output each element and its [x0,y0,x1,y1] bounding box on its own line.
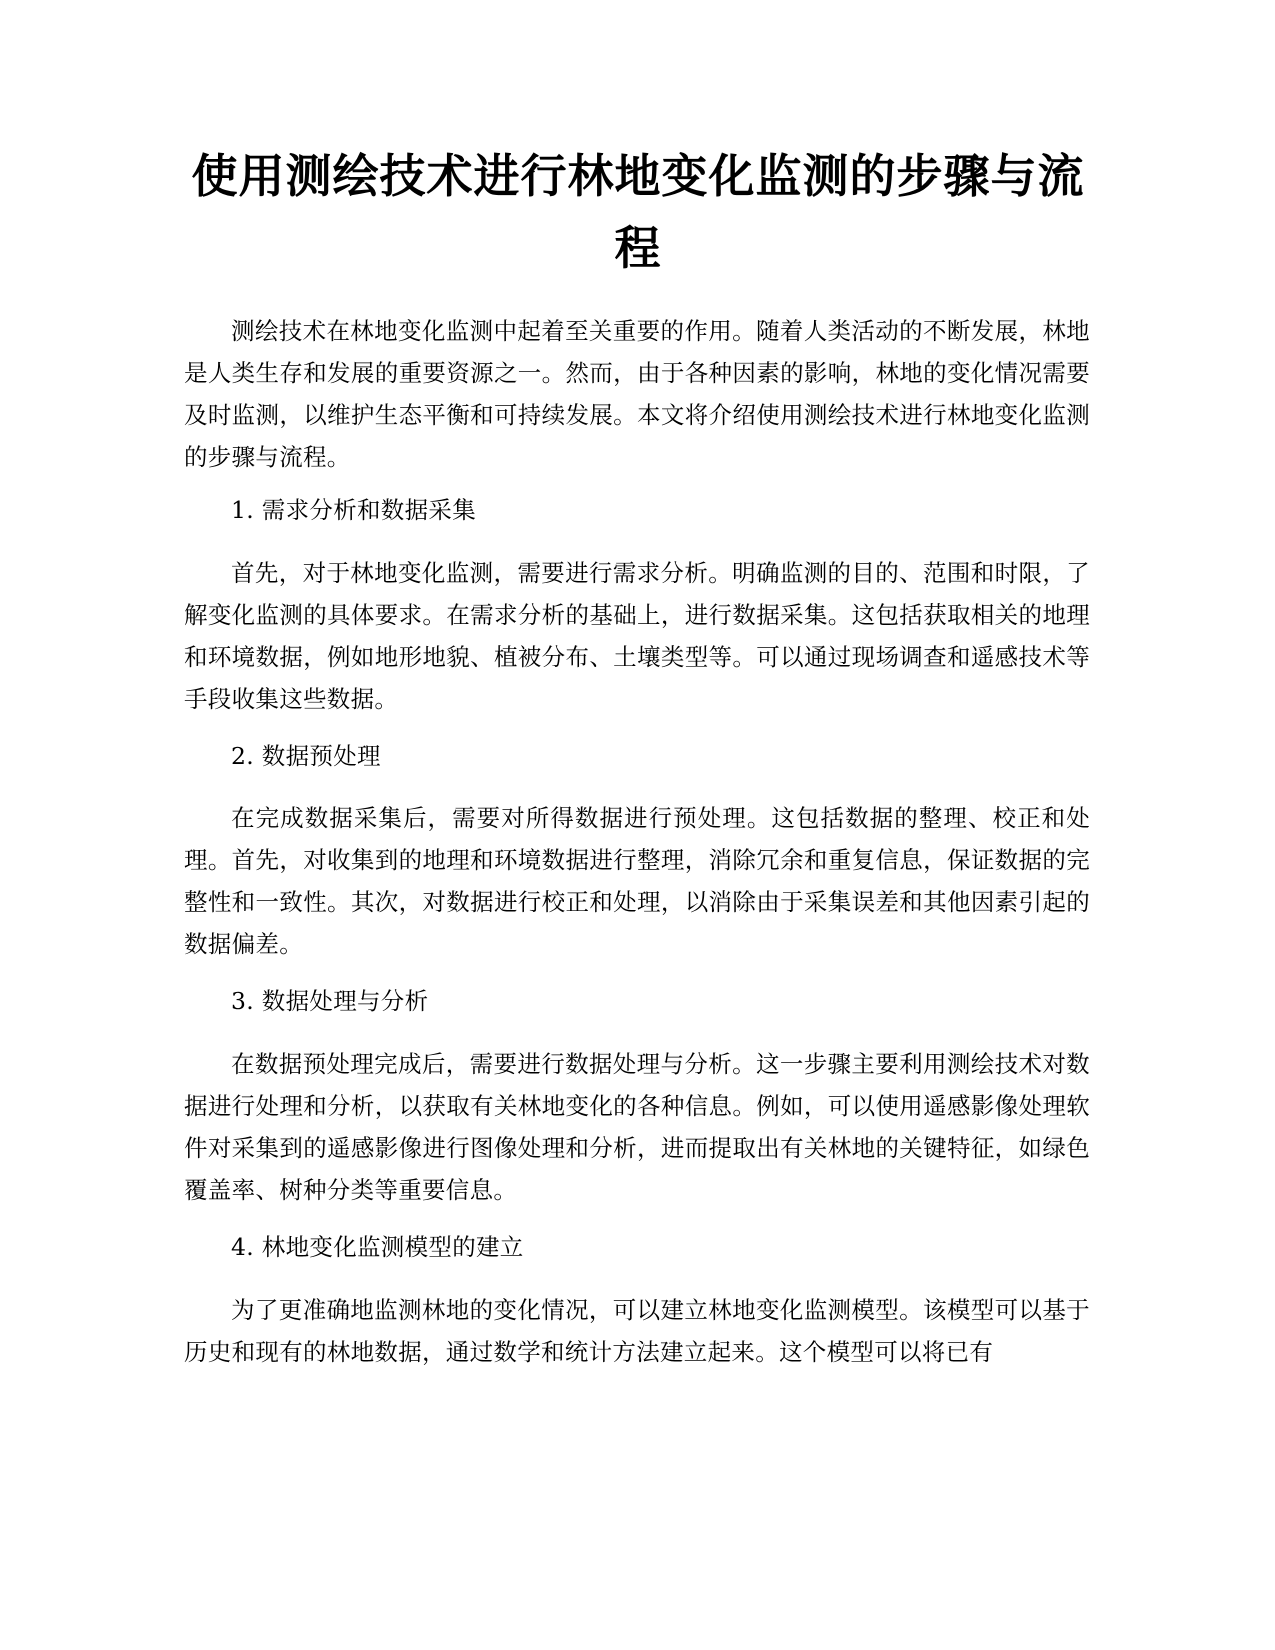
section-body-1: 首先，对于林地变化监测，需要进行需求分析。明确监测的目的、范围和时限，了解变化监测的具体要求。在需求分析的基础上，进行数据采集。这包括获取相关的地理和环境数据，例如地形地貌、植被分布、土壤类型等。可以通过现场调查和遥感技术等手段收集这些数据。 [184,559,1090,713]
section-heading-1: 1. 需求分析和数据采集 [231,496,476,524]
section-heading-3: 3. 数据处理与分析 [231,987,429,1015]
section-heading-4: 4. 林地变化监测模型的建立 [231,1233,524,1261]
intro-paragraph: 测绘技术在林地变化监测中起着至关重要的作用。随着人类活动的不断发展，林地是人类生存和发展的重要资源之一。然而，由于各种因素的影响，林地的变化情况需要及时监测，以维护生态平衡和可持续发展。本文将介绍使用测绘技术进行林地变化监测的步骤与流程。 [184,317,1090,471]
section-body-3: 在数据预处理完成后，需要进行数据处理与分析。这一步骤主要利用测绘技术对数据进行处理和分析，以获取有关林地变化的各种信息。例如，可以使用遥感影像处理软件对采集到的遥感影像进行图像处理和分析，进而提取出有关林地的关键特征，如绿色覆盖率、树种分类等重要信息。 [184,1050,1090,1204]
section-body-2: 在完成数据采集后，需要对所得数据进行预处理。这包括数据的整理、校正和处理。首先，对收集到的地理和环境数据进行整理，消除冗余和重复信息，保证数据的完整性和一致性。其次，对数据进行校正和处理，以消除由于采集误差和其他因素引起的数据偏差。 [184,804,1090,958]
document-title: 使用测绘技术进行林地变化监测的步骤与流程 [191,149,1085,275]
section-heading-2: 2. 数据预处理 [231,742,381,770]
section-body-4: 为了更准确地监测林地的变化情况，可以建立林地变化监测模型。该模型可以基于历史和现有的林地数据，通过数学和统计方法建立起来。这个模型可以将已有 [184,1296,1090,1366]
